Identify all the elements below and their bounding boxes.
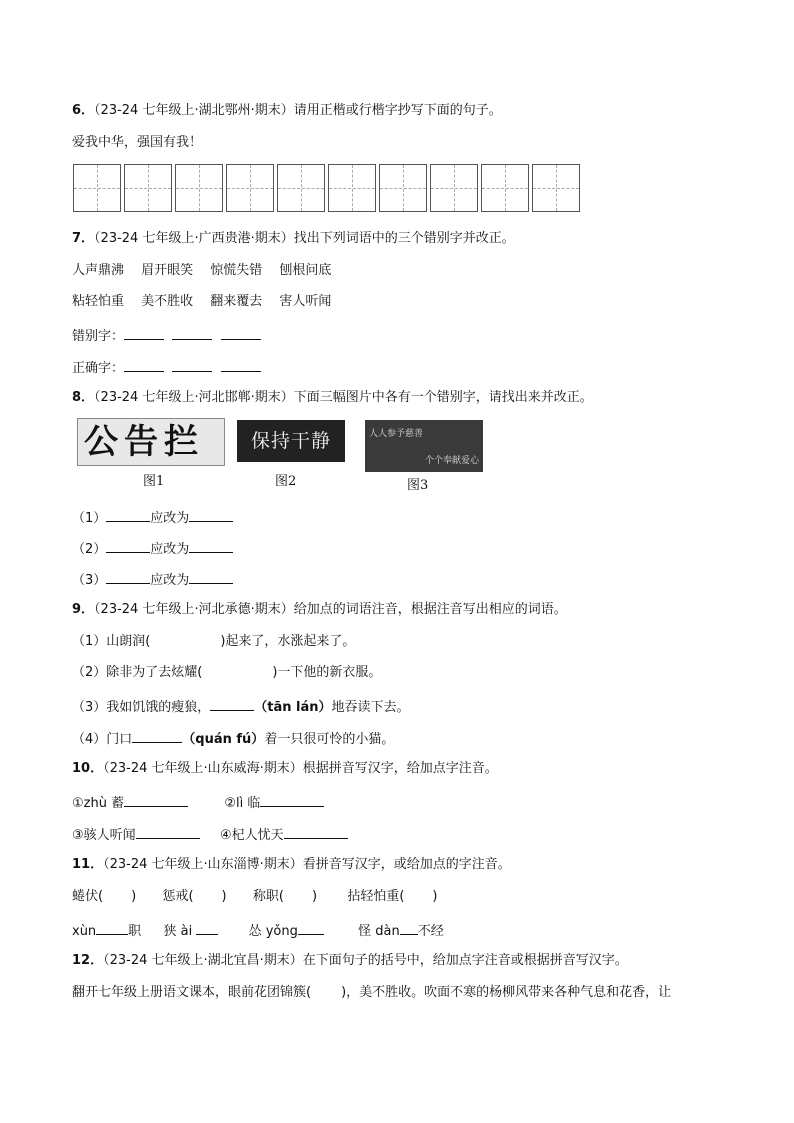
- caption-1: 图1: [143, 474, 165, 489]
- question-12-title: 12．（23-24 七年级上·湖北宜昌·期末）在下面句子的括号中，给加点字注音或根据拼音写汉字。: [72, 953, 628, 968]
- q9-item-1: （1）山朗润( )起来了，水涨起来了。: [72, 634, 356, 649]
- question-7-title: 7．（23-24 七年级上·广西贵港·期末）找出下列词语中的三个错别字并改正。: [72, 231, 515, 246]
- q12-text: 翻开七年级上册语文课本，眼前花团锦簇( )，美不胜收。吹面不寒的杨柳风带来各种气息和花香，让: [72, 985, 672, 1000]
- question-9-title: 9．（23-24 七年级上·河北承德·期末）给加点的词语注音，根据注音写出相应的词语。: [72, 602, 567, 617]
- caption-2: 图2: [275, 474, 297, 489]
- grid-cell[interactable]: [481, 164, 529, 212]
- right-chars-row: 正确字：: [72, 357, 261, 378]
- grid-cell[interactable]: [73, 164, 121, 212]
- answer-row-1: （1） 应改为: [72, 507, 233, 528]
- q11-row-2: xùn 职 狭 ài 怂 yǒng 怪 dàn 不经: [72, 920, 444, 941]
- q10-row-2: ③骇人听闻 ④杞人忧天: [72, 824, 348, 845]
- copy-sentence: 爱我中华，强国有我！: [72, 135, 203, 150]
- grid-cell[interactable]: [175, 164, 223, 212]
- grid-cell[interactable]: [124, 164, 172, 212]
- q10-row-1: ①zhù 蓄 ②lì 临: [72, 792, 324, 813]
- writing-grid[interactable]: [73, 164, 583, 212]
- question-11-title: 11．（23-24 七年级上·山东淄博·期末）看拼音写汉字，或给加点的字注音。: [72, 857, 511, 872]
- answer-row-2: （2） 应改为: [72, 538, 233, 559]
- grid-cell[interactable]: [277, 164, 325, 212]
- picture-1: 公告拦: [77, 418, 225, 466]
- grid-cell[interactable]: [379, 164, 427, 212]
- grid-cell[interactable]: [226, 164, 274, 212]
- grid-cell[interactable]: [328, 164, 376, 212]
- q11-row-1: 蜷伏( ) 惩戒( ) 称职( ) 拈轻怕重( ): [72, 889, 438, 904]
- grid-cell[interactable]: [532, 164, 580, 212]
- caption-3: 图3: [407, 478, 429, 493]
- q9-item-3: （3）我如饥饿的瘦狼， （tān lán）地吞读下去。: [72, 696, 410, 717]
- question-8-title: 8．（23-24 七年级上·河北邯郸·期末）下面三幅图片中各有一个错别字，请找出来并改正。: [72, 390, 593, 405]
- question-6-title: 6．（23-24 七年级上·湖北鄂州·期末）请用正楷或行楷字抄写下面的句子。: [72, 103, 502, 118]
- word-row-1: 人声鼎沸 眉开眼笑 惊慌失错 刨根问底: [72, 263, 332, 278]
- answer-row-3: （3） 应改为: [72, 569, 233, 590]
- wrong-chars-row: 错别字：: [72, 325, 261, 346]
- picture-2: 保持干静: [237, 420, 345, 462]
- word-row-2: 粘轻怕重 美不胜收 翻来覆去 害人听闻: [72, 294, 332, 309]
- picture-3: 人人参予慈善 个个奉献爱心: [365, 420, 483, 472]
- q9-item-4: （4）门口 （quán fú）着一只很可怜的小猫。: [72, 728, 394, 749]
- q9-item-2: （2）除非为了去炫耀( )一下他的新衣服。: [72, 665, 382, 680]
- sign-pictures: [77, 414, 487, 494]
- grid-cell[interactable]: [430, 164, 478, 212]
- question-10-title: 10．（23-24 七年级上·山东威海·期末）根据拼音写汉字，给加点字注音。: [72, 761, 498, 776]
